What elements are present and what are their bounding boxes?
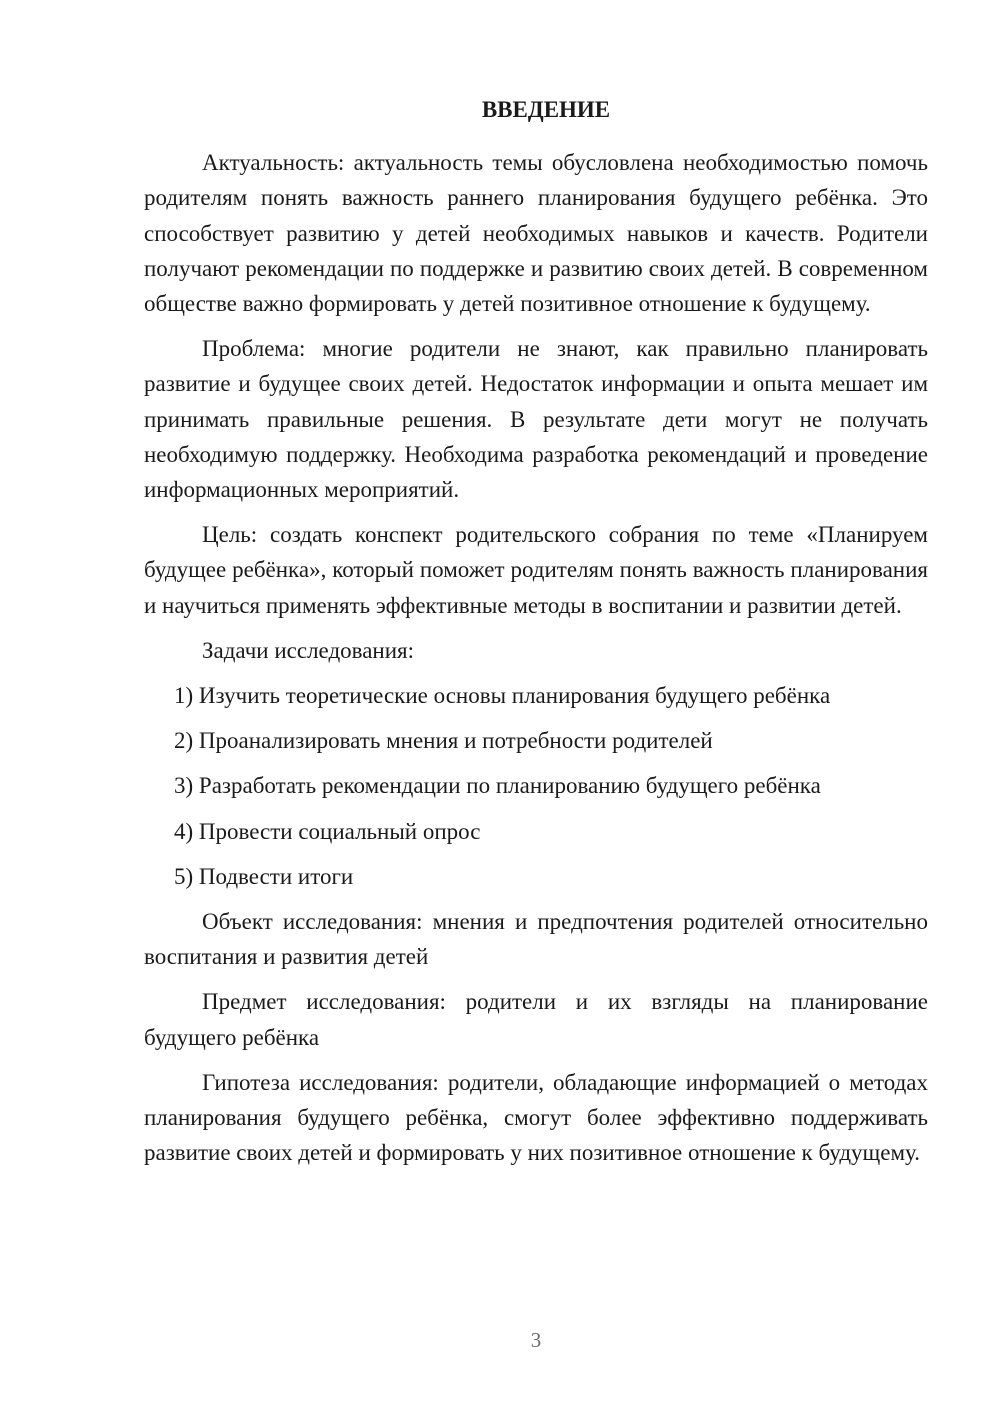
paragraph-relevance: Актуальность: актуальность темы обусловлена необходимостью помочь родителям понять важность раннего планирования будущего ребёнка. Это способствует развитию у детей необходимых навыков и качеств. Родители получают рекомендации по поддержке и развитию своих детей. В современном обществе важно формировать у детей позитивное отношение к будущему. (144, 150, 928, 317)
task-item: 2) Проанализировать мнения и потребности родителей (174, 728, 713, 754)
task-item: 5) Подвести итоги (174, 863, 354, 889)
tasks-heading: Задачи исследования: (202, 637, 415, 663)
paragraph-goal: Цель: создать конспект родительского собрания по теме «Планируем будущее ребёнка», который поможет родителям понять важность планирования и научиться применять эффективные методы в воспитании и развитии детей. (144, 522, 928, 618)
paragraph-object: Объект исследования: мнения и предпочтения родителей относительно воспитания и развития детей (144, 909, 928, 970)
section-title: ВВЕДЕНИЕ (481, 97, 611, 122)
document-page (144, 92, 928, 1180)
page-number: 3 (530, 1328, 542, 1352)
task-item: 3) Разработать рекомендации по планированию будущего ребёнка (174, 773, 821, 799)
task-item: 4) Провести социальный опрос (174, 818, 481, 844)
paragraph-hypothesis: Гипотеза исследования: родители, обладающие информацией о методах планирования будущего ребёнка, смогут более эффективно поддерживать развитие своих детей и формировать у них позитивное отношение к будущему. (144, 1069, 928, 1166)
paragraph-problem: Проблема: многие родители не знают, как правильно планировать развитие и будущее своих детей. Недостаток информации и опыта мешает им принимать правильные решения. В результате дети могут не получать необходимую поддержку. Необходима разработка рекомендаций и проведение информационных мероприятий. (144, 336, 928, 503)
task-list (144, 678, 928, 894)
paragraph-subject: Предмет исследования: родители и их взгляды на планирование будущего ребёнка (144, 989, 928, 1050)
task-item: 1) Изучить теоретические основы планирования будущего ребёнка (174, 683, 831, 709)
